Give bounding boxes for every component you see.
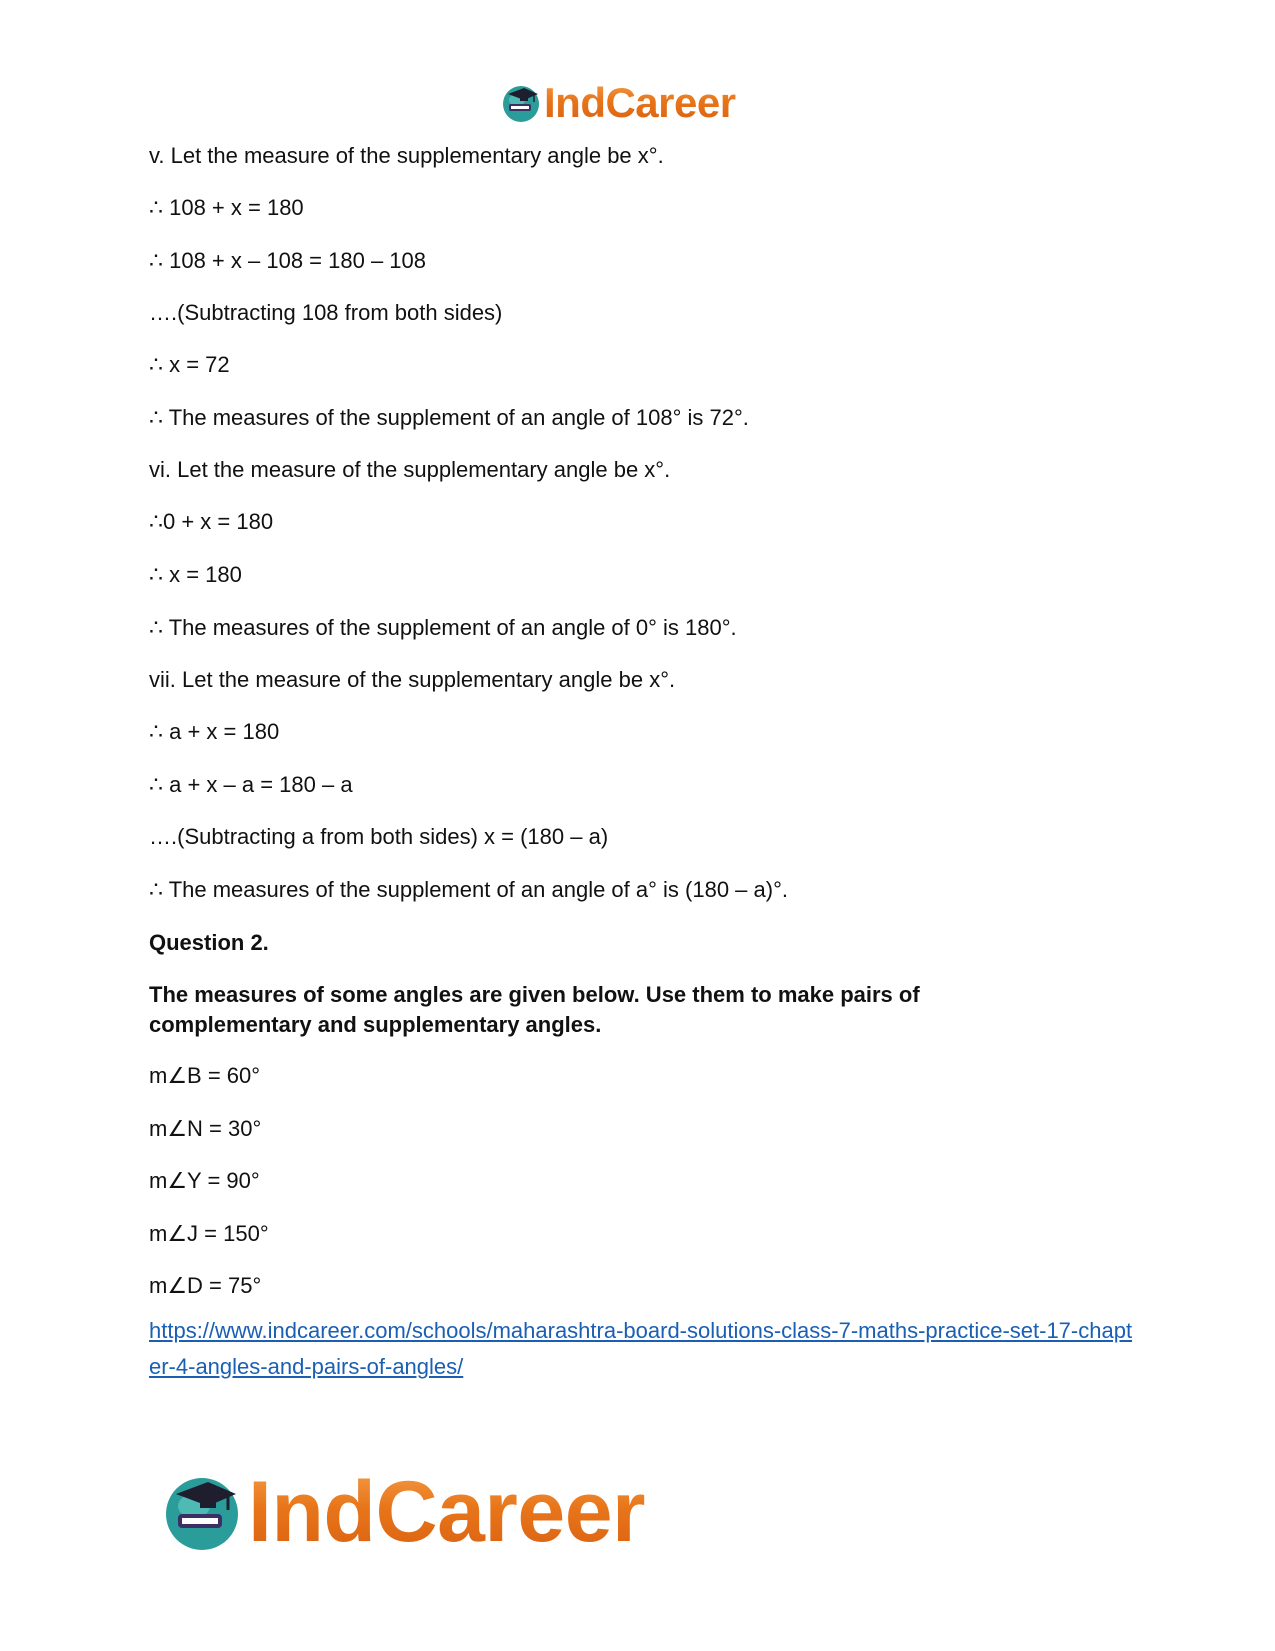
solution-line: ∴0 + x = 180 bbox=[149, 509, 274, 534]
angle-item: m∠J = 150° bbox=[149, 1221, 269, 1246]
angle-item: m∠D = 75° bbox=[149, 1273, 262, 1298]
solution-line: vii. Let the measure of the supplementary angle be x°. bbox=[149, 667, 676, 692]
angle-item: m∠Y = 90° bbox=[149, 1168, 260, 1193]
source-link[interactable]: https://www.indcareer.com/schools/maharashtra-board-solutions-class-7-maths-practice-set-17-chapter-4-angles-and-pairs-of-angles/ bbox=[149, 1318, 1133, 1379]
solution-line: ∴ 108 + x = 180 bbox=[149, 195, 304, 220]
solution-line: ….(Subtracting 108 from both sides) bbox=[149, 300, 503, 325]
angle-item: m∠B = 60° bbox=[149, 1063, 261, 1088]
logo-wordmark: IndCareer bbox=[544, 79, 736, 126]
globe-book-graduation-cap-icon bbox=[500, 82, 542, 124]
logo-wordmark: IndCareer bbox=[248, 1463, 645, 1560]
footer-logo bbox=[160, 1462, 645, 1562]
header-logo bbox=[500, 78, 736, 128]
solution-line: vi. Let the measure of the supplementary angle be x°. bbox=[149, 457, 671, 482]
solution-line: ….(Subtracting a from both sides) x = (180 – a) bbox=[149, 824, 609, 849]
solution-line: ∴ a + x = 180 bbox=[149, 719, 280, 744]
solution-line: ∴ 108 + x – 108 = 180 – 108 bbox=[149, 248, 426, 273]
solution-line: ∴ x = 180 bbox=[149, 562, 242, 587]
solution-line: ∴ The measures of the supplement of an angle of 108° is 72°. bbox=[149, 405, 749, 430]
question-heading: Question 2. bbox=[149, 930, 269, 955]
question-text: The measures of some angles are given below. Use them to make pairs of complementary and supplementary angles. bbox=[149, 982, 920, 1037]
solution-line: ∴ The measures of the supplement of an angle of a° is (180 – a)°. bbox=[149, 877, 788, 902]
solution-line: ∴ The measures of the supplement of an angle of 0° is 180°. bbox=[149, 615, 737, 640]
solution-line: ∴ x = 72 bbox=[149, 352, 230, 377]
solution-line: v. Let the measure of the supplementary angle be x°. bbox=[149, 143, 664, 168]
solution-line: ∴ a + x – a = 180 – a bbox=[149, 772, 353, 797]
angle-item: m∠N = 30° bbox=[149, 1116, 262, 1141]
globe-book-graduation-cap-icon bbox=[160, 1470, 244, 1554]
